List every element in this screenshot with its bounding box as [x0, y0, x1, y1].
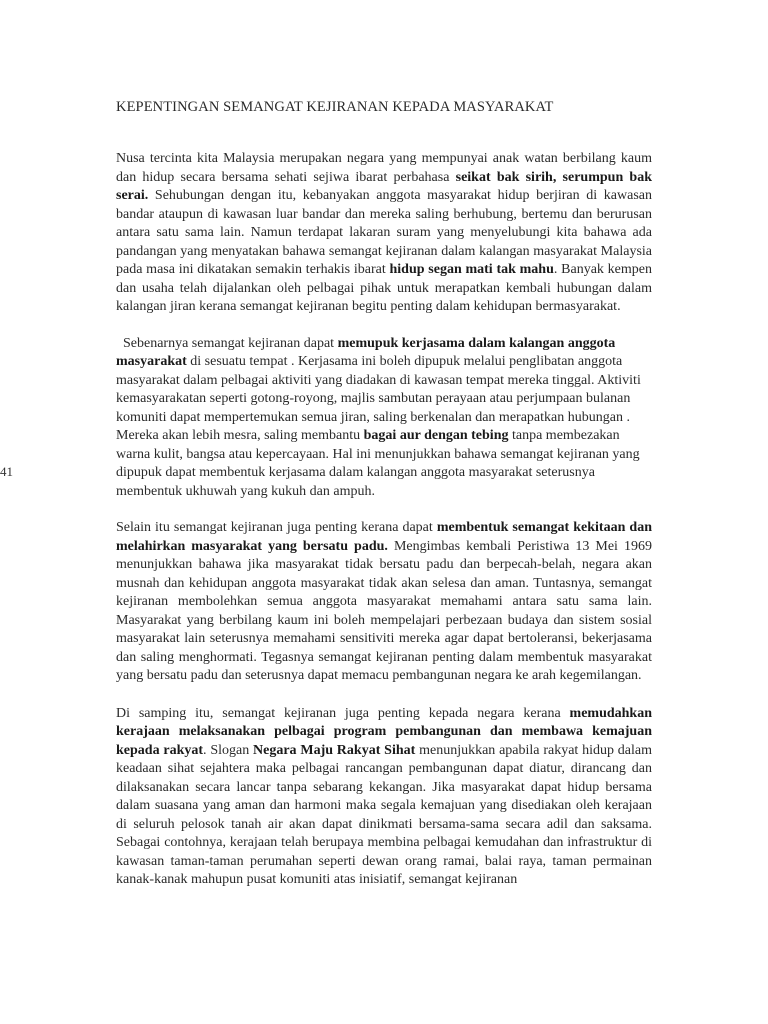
bold-phrase: hidup segan mati tak mahu	[389, 262, 554, 277]
paragraph-introduction	[116, 150, 652, 317]
bold-phrase: bagai aur dengan tebing	[363, 428, 509, 443]
text-segment: Sebenarnya semangat kejiranan dapat	[116, 335, 338, 351]
document-title: KEPENTINGAN SEMANGAT KEJIRANAN KEPADA MASYARAKAT	[116, 99, 554, 115]
text-segment: . Banyak kempen dan usaha telah dijalankan oleh pelbagai pihak untuk merapatkan kembali hubungan dalam kalangan jiran kerana semangat kejiranan begitu penting dalam kehidupan bermasyarakat.	[116, 262, 652, 314]
bold-phrase: Negara Maju Rakyat Sihat	[253, 742, 416, 758]
text-segment: tanpa membezakan warna kulit, bangsa atau kepercayaan. Hal ini menunjukkan bahawa semangat kejiranan yang dipupuk dapat membentuk kerjasama dalam kalangan anggota masyarakat seterusnya membentuk ukhuwah yang kukuh dan ampuh.	[116, 428, 640, 499]
bold-phrase: seikat bak sirih, serumpun bak serai.	[116, 169, 653, 203]
bold-phrase: membentuk semangat kekitaan dan melahirkan masyarakat yang bersatu padu.	[116, 520, 652, 554]
text-segment: Nusa tercinta kita Malaysia merupakan negara yang mempunyai anak watan berbilang kaum dan hidup secara bersama sehati sejiwa ibarat perbahasa	[116, 151, 652, 185]
paragraph-cooperation	[116, 335, 652, 502]
paragraph-unity	[116, 519, 652, 686]
text-segment: . Slogan	[203, 742, 254, 758]
text-segment: Selain itu semangat kejiranan juga penting kerana dapat	[116, 520, 437, 535]
text-segment: Di samping itu, semangat kejiranan juga penting kepada negara kerana	[116, 705, 570, 721]
text-segment: di sesuatu tempat . Kerjasama ini boleh dipupuk melalui penglibatan anggota masyarakat dalam pelbagai aktiviti yang diadakan di kawasan tempat mereka tinggal. Aktiviti kemasyarakatan seperti gotong-royong, majlis sambutan perayaan atau perjumpaan bulanan komuniti dapat mempertemukan semua jiran, saling berkenalan dan merapatkan hubungan . Mereka akan lebih mesra, saling membantu	[116, 354, 641, 443]
document-body	[116, 98, 652, 890]
text-segment: Mengimbas kembali Peristiwa 13 Mei 1969 menunjukkan bahawa jika masyarakat tidak bersatu padu dan berpecah-belah, negara akan musnah dan kehidupan anggota masyarakat tidak akan selesa dan aman. Tuntasnya, semangat kejiranan membolehkan semua anggota masyarakat memahami antara satu sama lain. Masyarakat yang berbilang kaum ini boleh mempelajari perbezaan budaya dan sistem sosial masyarakat lain seterusnya memahami sensitiviti mereka agar dapat bertoleransi, bekerjasama dan saling menghormati. Tegasnya semangat kejiranan penting dalam membentuk masyarakat yang bersatu padu dan seterusnya dapat memacu pembangunan negara ke arah kegemilangan.	[116, 538, 652, 683]
text-segment: Sehubungan dengan itu, kebanyakan anggota masyarakat hidup berjiran di kawasan bandar ataupun di kawasan luar bandar dan mereka saling berhubung, bertemu dan berurusan antara satu sama lain. Namun terdapat lakaran suram yang menyelubungi kita bahawa ada pandangan yang menyatakan bahawa semangat kejiranan dalam kalangan masyarakat Malaysia pada masa ini dikatakan semakin terhakis ibarat	[116, 188, 652, 277]
bold-phrase: memudahkan kerajaan melaksanakan pelbagai program pembangunan dan membawa kemajuan kepada rakyat	[116, 705, 652, 758]
paragraph-development	[116, 705, 652, 890]
page-number: 41	[0, 464, 13, 479]
bold-phrase: memupuk kerjasama dalam kalangan anggota masyarakat	[116, 335, 616, 369]
text-segment: menunjukkan apabila rakyat hidup dalam keadaan sihat sejahtera maka pelbagai rancangan pembangunan dapat diatur, dirancang dan dilaksanakan secara lancar tanpa sebarang kekangan. Jika masyarakat dapat hidup bersama dalam suasana yang aman dan harmoni maka segala kemajuan yang disediakan oleh kerajaan di seluruh pelosok tanah air akan dapat dinikmati bersama-sama secara adil dan saksama. Sebagai contohnya, kerajaan telah berupaya membina pelbagai kemudahan dan infrastruktur di kawasan taman-taman perumahan seperti dewan orang ramai, balai raya, taman permainan kanak-kanak mahupun pusat komuniti atas inisiatif, semangat kejiranan	[116, 742, 652, 887]
